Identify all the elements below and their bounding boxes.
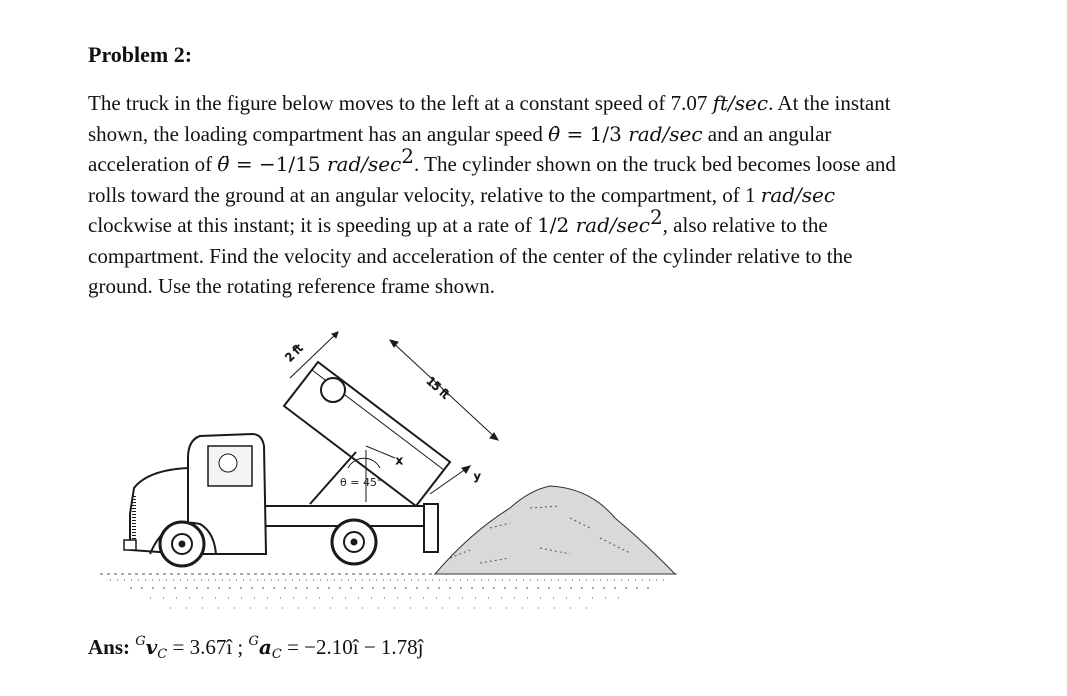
text-line-6: compartment. Find the velocity and acceleration of the center of the cylinder relative to the	[88, 243, 853, 268]
text-line-7: ground. Use the rotating reference frame shown.	[88, 274, 496, 298]
acceleration-subscript: C	[271, 647, 282, 662]
text-line-2: shown, the loading compartment has an angular speed θ̇ = 1/3 rad/sec and an angular	[88, 121, 832, 146]
label-x: x	[396, 454, 403, 467]
label-2ft: 2 ft	[282, 341, 306, 365]
dimension-15ft	[390, 340, 498, 440]
answer-label: Ans:	[88, 635, 131, 659]
text-line-4: rolls toward the ground at an angular velocity, relative to the compartment, of 1 rad/sec	[88, 182, 836, 207]
label-15ft: 15 ft	[423, 374, 452, 402]
problem-statement	[88, 88, 1028, 302]
gravel-pile	[435, 486, 675, 574]
acceleration-symbol: a	[258, 635, 272, 659]
dump-truck-figure	[90, 318, 690, 618]
cylinder	[321, 378, 345, 402]
text-line-3: acceleration of θ̈ = −1/15 rad/$\sec^2$. The cylinder shown on the truck bed becomes loose and	[88, 144, 896, 176]
label-y: y	[474, 470, 481, 483]
text-line-5: clockwise at this instant; it is speeding up at a rate of 1/2 rad/$\sec^2$, also relative to the	[88, 205, 828, 237]
rear-wheel	[332, 520, 376, 564]
label-theta: θ = 45°	[340, 476, 383, 489]
problem-heading: Problem 2:	[88, 42, 193, 67]
answer-line	[88, 634, 424, 662]
velocity-value: = 3.67î ;	[167, 635, 249, 659]
velocity-symbol: v	[145, 635, 158, 659]
text-line-1: The truck in the figure below moves to the left at a constant speed of 7.07 ft/sec. At the instant	[88, 91, 891, 115]
front-wheel	[160, 522, 204, 566]
ground	[100, 574, 680, 608]
acceleration-value: = −2.10î − 1.78ĵ	[281, 635, 424, 659]
velocity-subscript: C	[157, 647, 168, 662]
acceleration-frame-label: G	[248, 634, 259, 649]
velocity-frame-label: G	[135, 634, 146, 649]
